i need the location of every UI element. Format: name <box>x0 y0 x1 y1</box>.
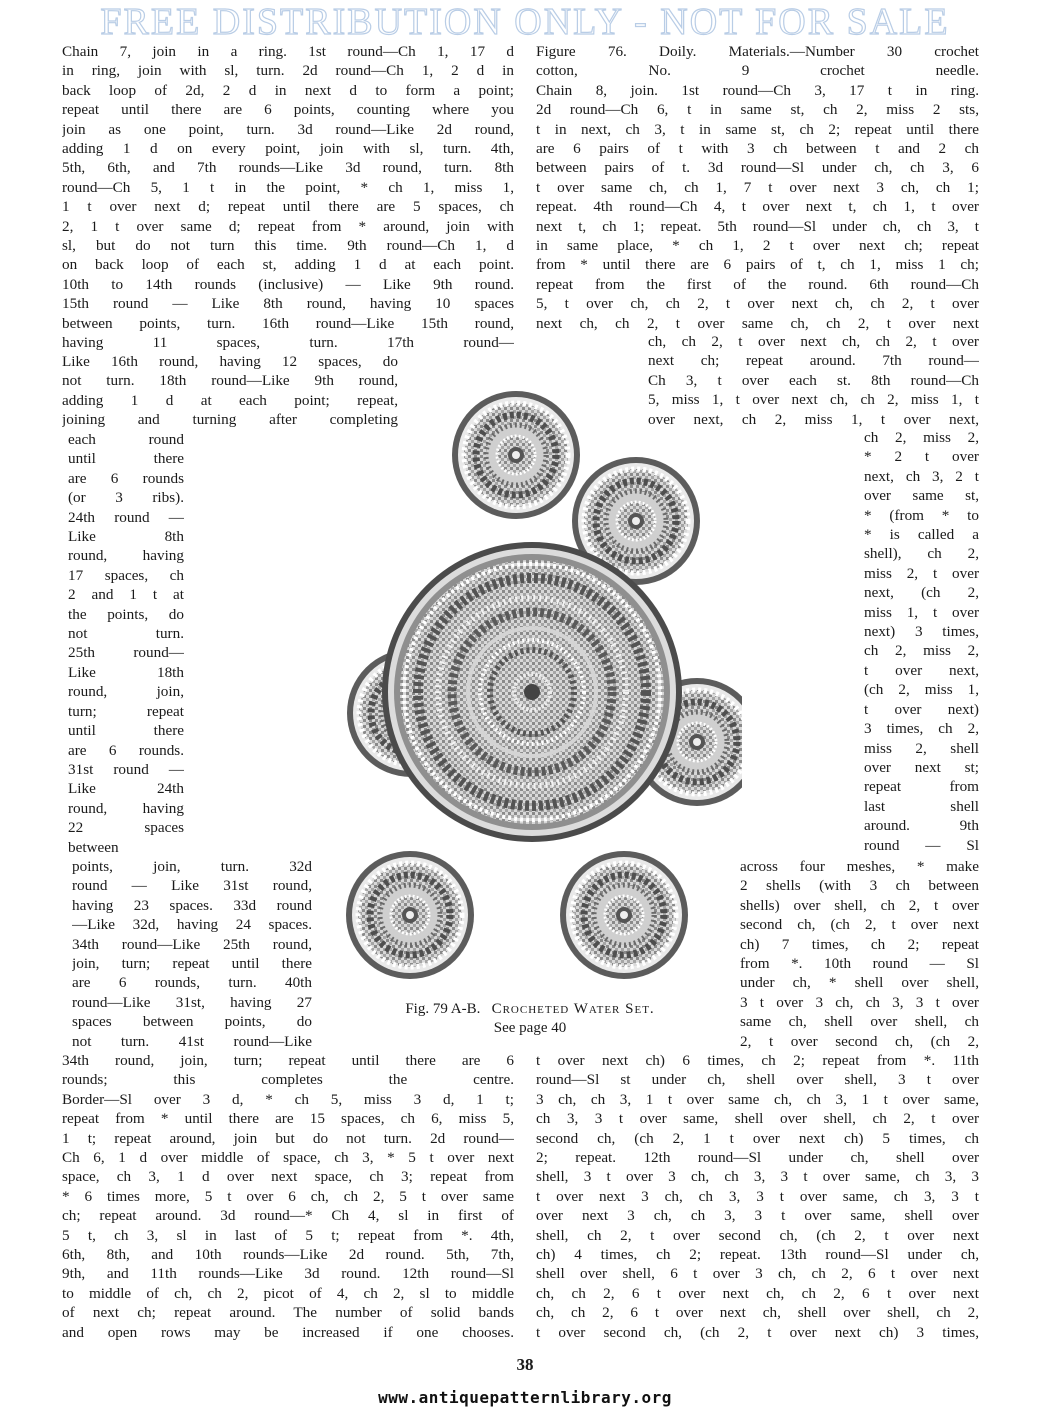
text-line: rounds; this completes the centre. <box>62 1071 514 1089</box>
text-line: 22 spaces <box>68 819 184 837</box>
text-line: same ch, shell over shell, ch <box>740 1013 979 1031</box>
text-line: ch, ch 2, t over next ch, ch 2, t over <box>648 333 979 350</box>
text-line: adding 1 d on every point, join with sl, turn. 4th, <box>62 140 514 158</box>
text-line: next) 3 times, <box>864 623 979 641</box>
text-line: Like 24th <box>68 780 184 798</box>
footer-url: www.antiquepatternlibrary.org <box>378 1388 672 1407</box>
text-line: (or 3 ribs). <box>68 489 184 507</box>
text-line: repeat. 4th round—Ch 4, t over next t, ch 1, t over <box>536 198 979 216</box>
text-line: round—Sl st under ch, shell over shell, 3 t over <box>536 1071 979 1089</box>
text-line: round, having <box>68 799 184 817</box>
page-number: 38 <box>516 1355 534 1374</box>
right-column-lower-text <box>740 857 979 1051</box>
text-line: over same st, <box>864 487 979 505</box>
text-line: Chain 8, join. 1st round—Ch 3, 17 t in ring. <box>536 81 979 99</box>
text-line: 5, t over ch, ch 2, t over next ch, ch 2, t over <box>536 295 979 313</box>
text-line: Figure 76. Doily. Materials.—Number 30 crochet <box>536 43 979 60</box>
text-line: ch 2, miss 2, <box>864 429 979 446</box>
text-line: shell, ch 2, t over second ch, (ch 2, t over next <box>536 1226 979 1244</box>
text-line: not turn. <box>68 625 184 643</box>
text-line: 2, t over second ch, (ch 2, <box>740 1032 979 1050</box>
text-line: 9th, and 11th rounds—Like 3d round. 12th round—Sl <box>62 1265 514 1283</box>
text-line: from * until there are 6 pairs of t, ch 1, miss 1 ch; <box>536 256 979 274</box>
text-line: round, join, <box>68 683 184 701</box>
text-line: points, join, turn. 32d <box>72 858 312 875</box>
text-line: ch) 4 times, ch 2; repeat. 13th round—Sl under ch, <box>536 1246 979 1264</box>
caption-title: Crocheted Water Set. <box>491 1001 655 1017</box>
text-line: miss 2, t over <box>864 564 979 582</box>
text-line: 3 ch, ch 3, 1 t over same ch, ch 3, 1 t over same, <box>536 1090 979 1108</box>
text-line: in ring, join with sl, turn. 2d round—Ch 1, 2 d in <box>62 62 514 80</box>
text-line: round — Like 31st round, <box>72 877 312 895</box>
text-line: not turn. 18th round—Like 9th round, <box>62 372 398 390</box>
right-column-narrow-text <box>864 428 979 855</box>
text-line: next ch, ch 2, t over same ch, ch 2, t over next <box>536 314 979 332</box>
text-line: are 6 rounds, turn. 40th <box>72 974 312 992</box>
text-line: next t, ch 1; repeat. 5th round—Sl under ch, ch 3, t <box>536 217 979 235</box>
text-line: repeat until there are 6 points, counting where you <box>62 101 514 119</box>
text-line: ch, ch 2, 6 t over next ch, ch 2, 6 t over next <box>536 1284 979 1302</box>
text-line: 2 shells (with 3 ch between <box>740 877 979 895</box>
text-line: * 6 times more, 5 t over 6 ch, ch 2, 5 t over same <box>62 1187 514 1205</box>
text-line: across four meshes, * make <box>740 858 979 875</box>
right-column-top-text <box>536 42 979 333</box>
text-line: repeat from <box>864 778 979 796</box>
text-line: repeat from * until there are 15 spaces, ch 6, miss 5, <box>62 1110 514 1128</box>
text-line: t over next) <box>864 700 979 718</box>
text-line: next, (ch 2, <box>864 584 979 602</box>
text-line: sl, but do not turn this time. 9th round—Ch 1, d <box>62 237 514 255</box>
text-line: 25th round— <box>68 644 184 662</box>
text-line: 6th, 8th, and 10th rounds—Like 2d round. 5th, 7th, <box>62 1246 514 1264</box>
text-line: 34th round—Like 25th round, <box>72 935 312 953</box>
left-column-lower-text <box>72 857 312 1051</box>
caption-see-page: See page 40 <box>493 1020 567 1036</box>
text-line: shell), ch 2, <box>864 545 979 563</box>
text-line: under ch, * shell over shell, <box>740 974 979 992</box>
text-line: 17 spaces, ch <box>68 566 184 584</box>
text-line: Ch 3, t over each st. 8th round—Ch <box>648 371 979 389</box>
text-line: —Like 32d, having 24 spaces. <box>72 916 312 934</box>
text-line: shell over shell, 6 t over 3 ch, ch 2, 6 t over next <box>536 1265 979 1283</box>
text-line: ch 2, miss 2, <box>864 642 979 660</box>
text-line: each round <box>68 431 184 448</box>
text-line: t in next, ch 3, t in same st, ch 2; repeat until there <box>536 120 979 138</box>
text-line: 5th, 6th, and 7th rounds—Like 3d round, turn. 8th <box>62 159 514 177</box>
text-line: ch; repeat around. 3d round—* Ch 4, sl in first of <box>62 1207 514 1225</box>
text-line: (ch 2, miss 1, <box>864 681 979 699</box>
text-line: Like 8th <box>68 528 184 546</box>
text-line: next, ch 3, 2 t <box>864 467 979 485</box>
text-line: the points, do <box>68 605 184 623</box>
text-line: 2; repeat. 12th round—Sl under ch, shell over <box>536 1149 979 1167</box>
text-line: over next 3 ch, ch 3, 3 t over same, shell over <box>536 1207 979 1225</box>
text-line: between <box>68 838 119 856</box>
text-line: in same place, * ch 1, 2 t over next ch; repeat <box>536 237 979 255</box>
text-line: having 23 spaces. 33d round <box>72 896 312 914</box>
text-line: join as one point, turn. 3d round—Like 2d round, <box>62 120 514 138</box>
text-line: second ch, (ch 2, t over next <box>740 916 979 934</box>
text-line: join, turn; repeat until there <box>72 955 312 973</box>
text-line: around. 9th <box>864 817 979 835</box>
text-line: Border—Sl over 3 d, * ch 5, miss 3 d, 1 t; <box>62 1090 514 1108</box>
text-line: 10th to 14th rounds (inclusive) — Like 9th round. <box>62 275 514 293</box>
text-line: turn; repeat <box>68 702 184 720</box>
text-line: t over same ch, ch 1, 7 t over next 3 ch, ch 1; <box>536 178 979 196</box>
text-line: repeat from the first of the round. 6th round—Ch <box>536 275 979 293</box>
text-line: t over next, <box>864 661 979 679</box>
text-line: second ch, (ch 2, 1 t over next ch) 5 times, ch <box>536 1129 979 1147</box>
text-line: back loop of 2d, 2 d in next d to form a point; <box>62 81 514 99</box>
text-line: 5, miss 1, t over next ch, ch 2, miss 1, t <box>648 391 979 409</box>
text-line: are 6 rounds <box>68 469 184 487</box>
figure-caption <box>350 1000 710 1038</box>
text-line: round—Ch 5, 1 t in the point, * ch 1, miss 1, <box>62 178 514 196</box>
text-line: 1 t over next d; repeat until there are 5 spaces, ch <box>62 198 514 216</box>
text-line: 2d round—Ch 6, t in same st, ch 2, miss 2 sts, <box>536 101 979 119</box>
text-line: * is called a <box>864 526 979 544</box>
text-line: shells) over shell, ch 2, t over <box>740 896 979 914</box>
text-line: joining and turning after completing <box>62 411 398 429</box>
caption-figure-number: Fig. 79 A-B. <box>405 1001 481 1017</box>
text-line: 2 and 1 t at <box>68 586 184 604</box>
text-line: 31st round — <box>68 760 184 778</box>
text-line: are 6 pairs of t with 3 ch between t and 2 ch <box>536 140 979 158</box>
text-line: miss 1, t over <box>864 603 979 621</box>
text-line: on back loop of each st, adding 1 d at each point. <box>62 256 514 274</box>
text-line: and open rows may be increased if one chooses. <box>62 1323 514 1341</box>
text-line: not turn. 41st round—Like <box>72 1032 312 1050</box>
text-line: having 11 spaces, turn. 17th round— <box>62 334 514 352</box>
text-line: Ch 6, 1 d over middle of space, ch 3, * 5 t over next <box>62 1149 514 1167</box>
text-line: cotton, No. 9 crochet needle. <box>536 62 979 80</box>
text-line: * (from * to <box>864 506 979 524</box>
text-line: spaces between points, do <box>72 1013 312 1031</box>
left-column-bottom-text <box>62 1051 514 1342</box>
text-line: round, having <box>68 547 184 565</box>
watermark: FREE DISTRIBUTION ONLY - NOT FOR SALE <box>100 1 950 43</box>
right-column-bottom-text <box>536 1051 979 1342</box>
text-line: until there <box>68 722 184 740</box>
text-line: space, ch 3, 1 d over next space, ch 3; repeat from <box>62 1168 514 1186</box>
text-line: Like 16th round, having 12 spaces, do <box>62 353 398 370</box>
text-line: Like 18th <box>68 663 184 681</box>
text-line: 5 t, ch 3, sl in last of 5 t; repeat from *. 4th, <box>62 1226 514 1244</box>
text-line: between points, turn. 16th round—Like 15th round, <box>62 314 514 332</box>
text-line: 34th round, join, turn; repeat until there are 6 <box>62 1052 514 1069</box>
text-line: t over next ch) 6 times, ch 2; repeat from *. 11th <box>536 1052 979 1069</box>
text-line: t over next 3 ch, ch 3, 3 t over same, ch 3, 3 t <box>536 1187 979 1205</box>
text-line: over next, ch 2, miss 1, t over next, <box>648 410 979 428</box>
text-line: Chain 7, join in a ring. 1st round—Ch 1, 17 d <box>62 43 514 60</box>
text-line: over next st; <box>864 758 979 776</box>
text-line: last shell <box>864 797 979 815</box>
crocheted-water-set-figure <box>318 360 742 1008</box>
text-line: * 2 t over <box>864 448 979 466</box>
text-line: shell, 3 t over 3 ch, ch 3, 3 t over same, ch 3, 3 <box>536 1168 979 1186</box>
text-line: next ch; repeat around. 7th round— <box>648 352 979 370</box>
text-line: adding 1 d at each point; repeat, <box>62 391 398 409</box>
left-column-top-text <box>62 42 514 353</box>
text-line: are 6 rounds. <box>68 741 184 759</box>
text-line: 15th round — Like 8th round, having 10 spaces <box>62 295 514 313</box>
text-line: ch, ch 2, 6 t over next ch, shell over shell, ch 2, <box>536 1304 979 1322</box>
text-line: ch) 7 times, ch 2; repeat <box>740 935 979 953</box>
text-line: round — Sl <box>864 836 979 854</box>
text-line: 1 t; repeat around, join but do not turn. 2d round— <box>62 1129 514 1147</box>
text-line: 24th round — <box>68 508 184 526</box>
text-line: 2, 1 t over same d; repeat from * around, join with <box>62 217 514 235</box>
text-line: of next ch; repeat around. The number of solid bands <box>62 1304 514 1322</box>
text-line: 3 t over 3 ch, ch 3, 3 t over <box>740 993 979 1011</box>
text-line: from *. 10th round — Sl <box>740 955 979 973</box>
left-column-narrow-text <box>68 430 184 857</box>
text-line: t over second ch, (ch 2, t over next ch) 3 times, <box>536 1323 979 1341</box>
text-line: 3 times, ch 2, <box>864 720 979 738</box>
text-line: to middle of ch, ch 2, picot of 4, ch 2, sl to middle <box>62 1284 514 1302</box>
text-line: ch 3, 3 t over same, shell over shell, ch 2, t over <box>536 1110 979 1128</box>
text-line: until there <box>68 450 184 468</box>
text-line: between pairs of t. 3d round—Sl under ch, ch 3, 6 <box>536 159 979 177</box>
text-line: round—Like 31st, having 27 <box>72 993 312 1011</box>
text-line: miss 2, shell <box>864 739 979 757</box>
